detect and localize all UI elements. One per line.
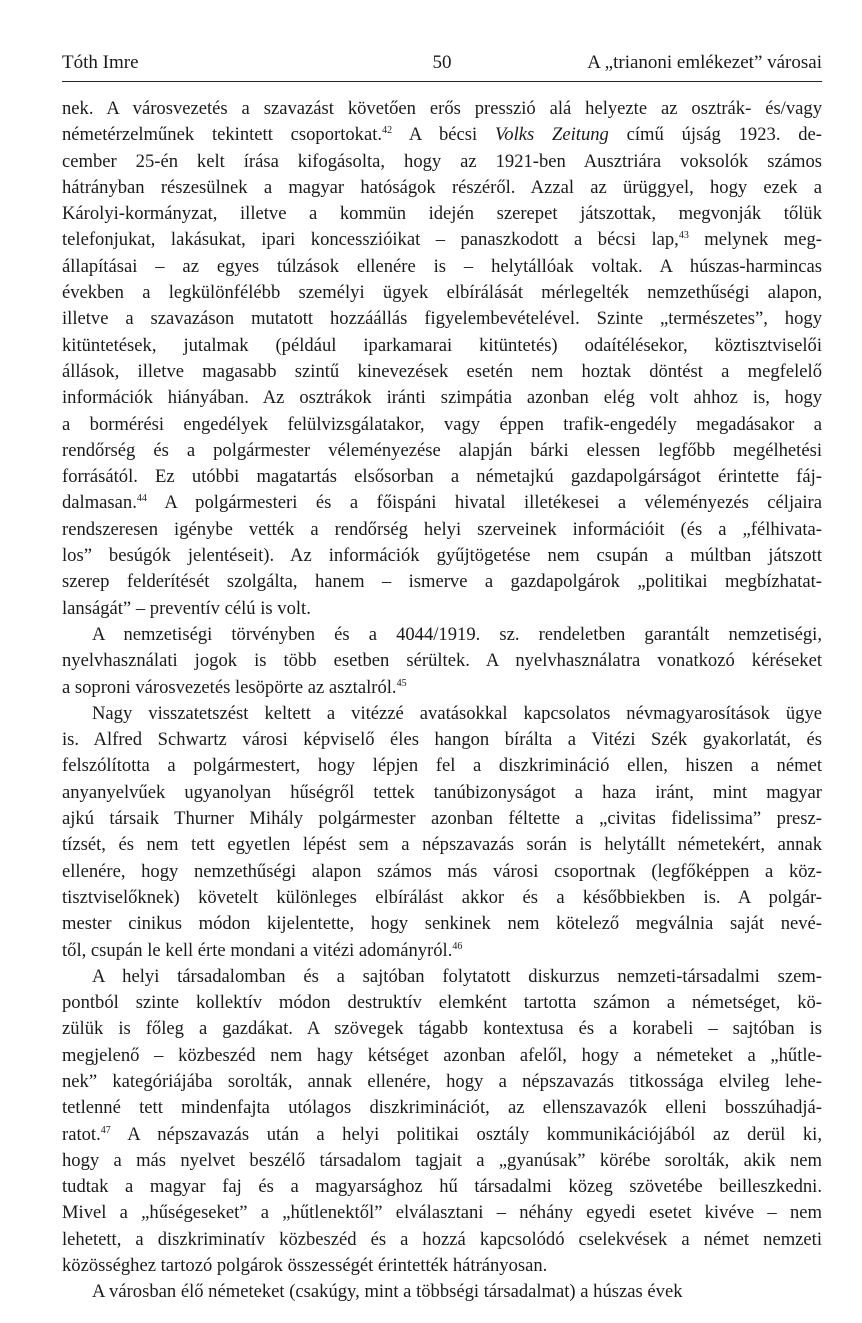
text-run: tisztviselőknek) követelt különleges elbírálást akkor és a későbbiekben is. A polgár- — [62, 886, 822, 908]
text-line — [62, 1122, 822, 1148]
text-run: illetve a szavazáson mutatott hozzáállás figyelembevételével. Szinte „természetes”, hogy — [62, 308, 822, 330]
text-run: években a legkülönfélébb személyi ügyek elbírálását mérlegelték nemzethűségi alapon, — [62, 282, 822, 304]
text-run: A városban élő németeket (csakúgy, mint a többségi társadalmat) a húszas évek — [92, 1281, 683, 1303]
text-run: állások, illetve magasabb szintű kinevezések esetén nem hoztak döntést a megfelelő — [62, 360, 822, 382]
header-running-title: A „trianoni emlékezet” városai — [587, 52, 822, 73]
text-line — [62, 990, 822, 1016]
text-line — [62, 675, 822, 701]
text-line — [62, 964, 822, 990]
text-line — [62, 911, 822, 937]
text-run: megjelenő – közbeszéd nem hagy kétséget azonban afelől, hogy a németeket a „hűtle- — [62, 1044, 822, 1066]
text-line — [62, 254, 822, 280]
text-line — [62, 1174, 822, 1200]
header-rule — [62, 81, 822, 82]
text-run: los” besúgók jelentéseit). Az információk gyűjtögetése nem csupán a múltban játszott — [62, 545, 822, 567]
footnote-ref: 44 — [136, 493, 147, 505]
body-text — [62, 96, 822, 1306]
text-line — [62, 175, 822, 201]
text-line — [62, 885, 822, 911]
text-line — [62, 938, 822, 964]
text-line — [62, 1200, 822, 1226]
text-line — [62, 385, 822, 411]
running-header — [62, 50, 822, 76]
text-run: lanságát” – preventív célú is volt. — [62, 597, 311, 619]
text-line — [62, 648, 822, 674]
text-line — [62, 438, 822, 464]
text-line — [62, 1095, 822, 1121]
text-run: lehetett, a diszkriminatív közbeszéd és a hozzá kapcsolódó cselekvések a német nemzeti — [62, 1228, 822, 1250]
text-run: hogy a más nyelvet beszélő társadalom tagjait a „gyanúsak” körébe sorolták, akik nem — [62, 1149, 822, 1171]
text-run: Károlyi-kormányzat, illetve a kommün idején szerepet játszottak, megvonják tőlük — [62, 203, 822, 225]
paragraph — [62, 1279, 822, 1305]
text-run: kitüntetések, jutalmak (például iparkamarai kitüntetés) odaítélésekor, köztisztviselői — [62, 334, 822, 356]
text-line — [62, 701, 822, 727]
text-run: felszólította a polgármestert, hogy lépjen fel a diszkrimináció ellen, hiszen a német — [62, 755, 822, 777]
text-run: tetlenné tett mindenfajta utólagos diszkriminációt, az ellenszavazók elleni bosszúhadjá- — [62, 1097, 822, 1119]
text-run: telefonjukat, lakásukat, ipari koncesszióikat – panaszkodott a bécsi lap, — [62, 229, 679, 251]
text-line — [62, 569, 822, 595]
text-line — [62, 517, 822, 543]
text-run: zülük is főleg a gazdákat. A szövegek tágabb kontextusa és a korabeli – sajtóban is — [62, 1018, 822, 1040]
footnote-ref: 47 — [100, 1124, 111, 1136]
text-run: Mivel a „hűségeseket” a „hűtlenektől” elválasztani – néhány egyedi esetet kivéve – nem — [62, 1202, 822, 1224]
footnote-ref: 42 — [382, 125, 393, 137]
text-run: A nemzetiségi törvényben és a 4044/1919. sz. rendeletben garantált nemzetiségi, — [92, 623, 822, 645]
text-line — [62, 1069, 822, 1095]
text-line — [62, 727, 822, 753]
text-line — [62, 622, 822, 648]
text-line — [62, 1227, 822, 1253]
text-run: mester cinikus módon kijelentette, hogy senkinek nem kötelező megválnia saját nevé- — [62, 913, 822, 935]
text-line — [62, 333, 822, 359]
text-run: Nagy visszatetszést keltett a vitézzé avatásokkal kapcsolatos névmagyarosítások ügye — [92, 702, 822, 724]
text-line — [62, 490, 822, 516]
text-run: című újság 1923. de- — [608, 124, 823, 146]
italic-title: Volks Zeitung — [495, 124, 609, 146]
text-run: cember 25-én kelt írása kifogásolta, hogy az 1921-ben Ausztriára voksolók számos — [62, 150, 822, 172]
text-line — [62, 806, 822, 832]
text-run: dalmasan. — [62, 492, 137, 514]
paragraph — [62, 701, 822, 964]
text-run: állapításai – az egyes túlzások ellenére is – helytállóak voltak. A húszas-harmincas — [62, 255, 822, 277]
footnote-ref: 43 — [678, 230, 689, 242]
text-line — [62, 596, 822, 622]
text-line — [62, 122, 822, 148]
text-run: tízsét, és nem tett egyetlen lépést sem a népszavazás során is helytállt németekért, annak — [62, 834, 822, 856]
text-run: A helyi társadalomban és a sajtóban folytatott diskurzus nemzeti-társadalmi szem- — [92, 965, 822, 987]
text-run: ajkú társaik Thurner Mihály polgármester azonban féltette a „civitas fidelissima” presz- — [62, 808, 822, 830]
text-run: rendőrség és a polgármester véleményezése alapján bárki elessen legfőbb megélhetési — [62, 439, 822, 461]
text-line — [62, 306, 822, 332]
text-line — [62, 1148, 822, 1174]
text-line — [62, 753, 822, 779]
text-run: nek” kategóriájába sorolták, annak ellenére, hogy a népszavazás titkossága elvileg lehe- — [62, 1070, 822, 1092]
text-line — [62, 227, 822, 253]
text-line — [62, 359, 822, 385]
text-line — [62, 201, 822, 227]
text-line — [62, 1043, 822, 1069]
text-line — [62, 859, 822, 885]
text-run: ratot. — [62, 1123, 101, 1145]
text-run: melynek meg- — [688, 229, 822, 251]
text-run: nek. A városvezetés a szavazást követően erős presszió alá helyezte az osztrák- és/vagy — [62, 98, 822, 119]
text-run: től, csupán le kell érte mondani a vitézi adományról. — [62, 939, 453, 961]
text-run: A polgármesteri és a főispáni hivatal illetékesei a véleményezés céljaira — [146, 492, 822, 514]
text-line — [62, 1253, 822, 1279]
text-line — [62, 464, 822, 490]
text-run: A népszavazás után a helyi politikai osztály kommunikációjából az derül ki, — [110, 1123, 822, 1145]
text-run: ellenére, hogy nemzethűségi alapon számos más városi csoportnak (legfőképpen a köz- — [62, 860, 822, 882]
text-run: forrásától. Ez utóbbi magatartás elsősorban a németajkú gazdapolgárságot érintette fáj- — [62, 466, 822, 488]
text-line — [62, 96, 822, 122]
text-run: rendszeresen igénybe vették a rendőrség helyi szerveinek információit (és a „félhivata- — [62, 518, 822, 540]
paragraph — [62, 964, 822, 1280]
text-run: anyanyelvűek ugyanolyan hűségről tettek tanúbizonyságot a haza iránt, mint magyar — [62, 781, 822, 803]
text-run: szerep felderítését szolgálta, hanem – ismerve a gazdapolgárok „politikai megbízhatat- — [62, 571, 822, 593]
paragraph — [62, 96, 822, 622]
text-line — [62, 412, 822, 438]
text-run: információk hiányában. Az osztrákok iránti szimpátia azonban elég volt ahhoz is, hogy — [62, 387, 822, 409]
text-run: is. Alfred Schwartz városi képviselő éles hangon bírálta a Vitézi Szék gyakorlatát, és — [62, 729, 822, 751]
text-run: a soproni városvezetés lesöpörte az asztalról. — [62, 676, 397, 698]
text-run: németérzelműnek tekintett csoportokat. — [62, 124, 383, 146]
text-run: nyelvhasználati jogok is több esetben sérültek. A nyelvhasználatra vonatkozó kéréseket — [62, 650, 822, 672]
footnote-ref: 45 — [396, 677, 407, 689]
text-run: pontból szinte kollektív módon destruktív elemként tartotta számon a németséget, kö- — [62, 992, 822, 1014]
footnote-ref: 46 — [452, 940, 463, 952]
page-number: 50 — [432, 52, 452, 73]
text-run: A bécsi — [392, 124, 495, 146]
text-run: közösséghez tartozó polgárok összességét érintették hátrányosan. — [62, 1255, 548, 1277]
text-run: hátrányban részesülnek a magyar hatóságok részéről. Azzal az ürüggyel, hogy ezek a — [62, 176, 822, 198]
text-line — [62, 149, 822, 175]
header-author: Tóth Imre — [62, 52, 139, 73]
text-line — [62, 543, 822, 569]
text-run: a bormérési engedélyek felülvizsgálatakor, vagy éppen trafik-engedély megadásakor a — [62, 413, 822, 435]
text-line — [62, 1016, 822, 1042]
text-line — [62, 780, 822, 806]
text-line — [62, 280, 822, 306]
paragraph — [62, 622, 822, 701]
text-line — [62, 832, 822, 858]
text-line — [62, 1279, 822, 1305]
text-run: tudtak a magyar faj és a magyarsághoz hű társadalmi közeg szövetébe beilleszkedni. — [62, 1176, 822, 1198]
